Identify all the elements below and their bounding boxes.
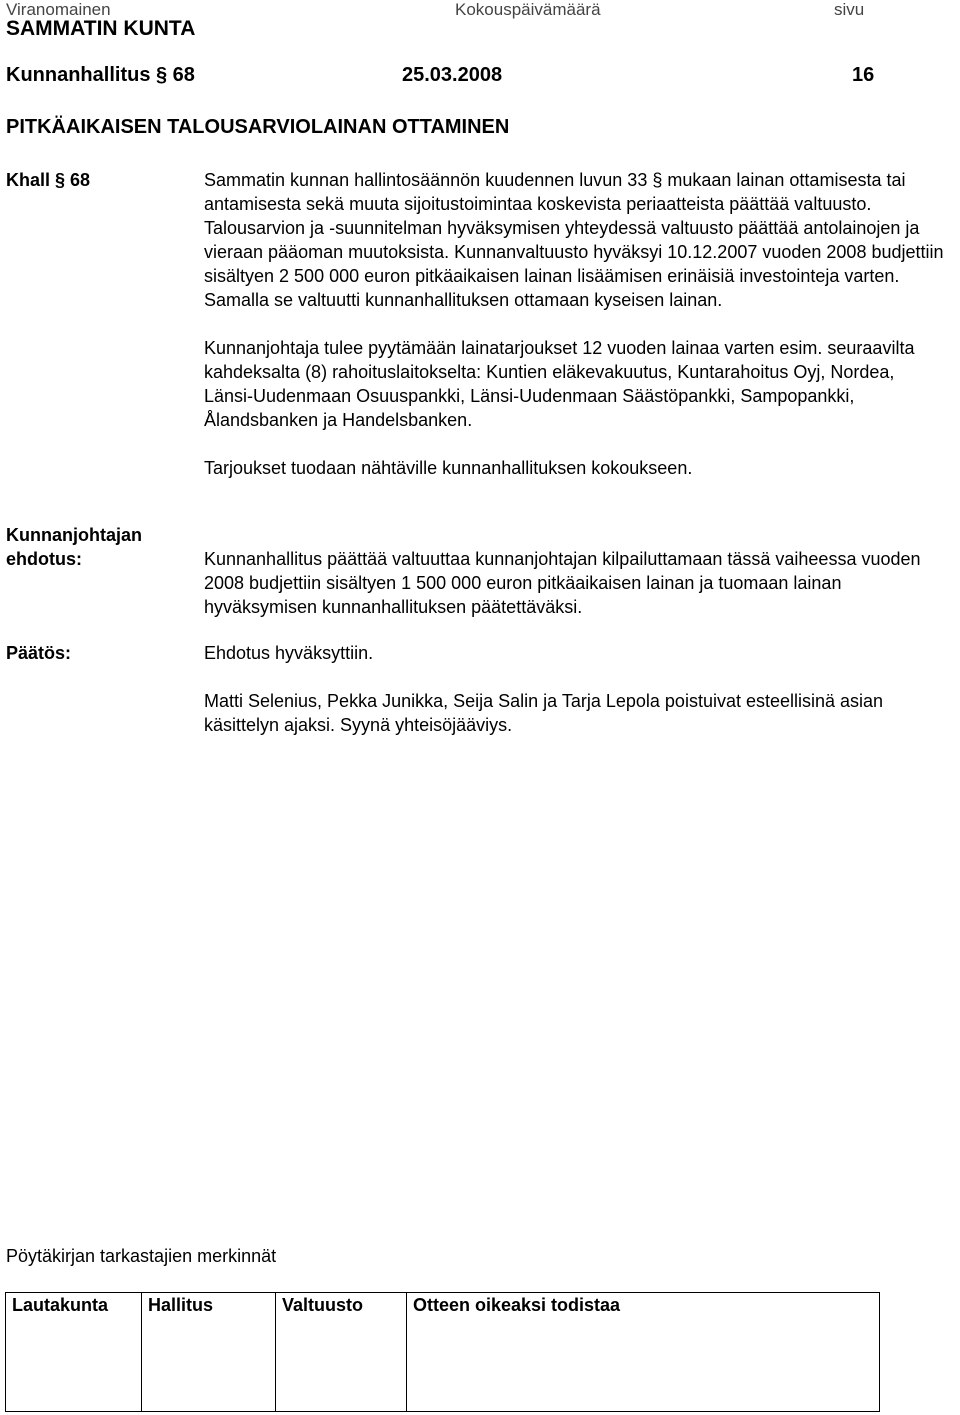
section-reference: Khall § 68 (6, 170, 91, 190)
signature-cell-hallitus: Hallitus (142, 1293, 276, 1412)
signature-cell-lautakunta: Lautakunta (6, 1293, 142, 1412)
signature-table (5, 1292, 880, 1412)
meeting-date-label: Kokouspäivämäärä (455, 0, 601, 19)
section-paragraph: Sammatin kunnan hallintosäännön kuudennen luvun 33 § mukaan lainan ottamisesta tai antamisesta sekä muuta sijoitustoimintaa koskevista periaatteista päättää valtuusto. Talousarvion ja -suunnitelman hyväksymisen yhteydessä valtuusto päättää antolainojen ja vieraan pääoman muutoksista. Kunnanvaltuusto hyväksyi 10.12.2007 vuoden 2008 budjettiin sisältyen 2 500 000 euron pitkäaikaisen lainan lisäämisen erinäisiä investointeja varten. Samalla se valtuutti kunnanhallituksen ottamaan kyseisen lainan. (204, 170, 944, 310)
meeting-body: Kunnanhallitus § 68 (6, 64, 195, 86)
proposal-text: Kunnanhallitus päättää valtuuttaa kunnanjohtajan kilpailuttamaan tässä vaiheessa vuoden 2008 budjettiin sisältyen 1 500 000 euron pitkäaikaisen lainan ja tuomaan lainan hyväksymisen kunnanhallituksen päätettäväksi. (204, 549, 921, 617)
proposal-label-line1: Kunnanjohtajan (6, 525, 142, 545)
document-title: PITKÄAIKAISEN TALOUSARVIOLAINAN OTTAMINEN (6, 116, 510, 138)
footer-title: Pöytäkirjan tarkastajien merkinnät (6, 1246, 277, 1266)
section-paragraph: Kunnanjohtaja tulee pyytämään lainatarjoukset 12 vuoden lainaa varten esim. seuraavilta kahdeksalta (8) rahoituslaitokselta: Kuntien eläkevakuutus, Kuntarahoitus Oyj, Nordea, Länsi-Uudenmaan Osuuspankki, Länsi-Uudenmaan Säästöpankki, Sampopankki, Ålandsbanken ja Handelsbanken. (204, 338, 915, 430)
decision-label: Päätös: (6, 643, 72, 663)
authority-label: Viranomainen (6, 0, 111, 19)
decision-note: Matti Selenius, Pekka Junikka, Seija Salin ja Tarja Lepola poistuivat esteellisinä asian käsittelyn ajaksi. Syynä yhteisöjääviys. (204, 691, 884, 735)
signature-cell-valtuusto: Valtuusto (276, 1293, 407, 1412)
proposal-label-line2: ehdotus: (6, 549, 82, 569)
meeting-date: 25.03.2008 (402, 64, 503, 86)
page-number: 16 (852, 64, 875, 86)
decision-text: Ehdotus hyväksyttiin. (204, 643, 374, 663)
organization-name: SAMMATIN KUNTA (6, 17, 196, 40)
signature-cell-certification: Otteen oikeaksi todistaa (407, 1293, 880, 1412)
section-body (204, 168, 944, 480)
section-paragraph: Tarjoukset tuodaan nähtäville kunnanhallituksen kokoukseen. (204, 458, 693, 478)
page-label: sivu (834, 0, 865, 19)
